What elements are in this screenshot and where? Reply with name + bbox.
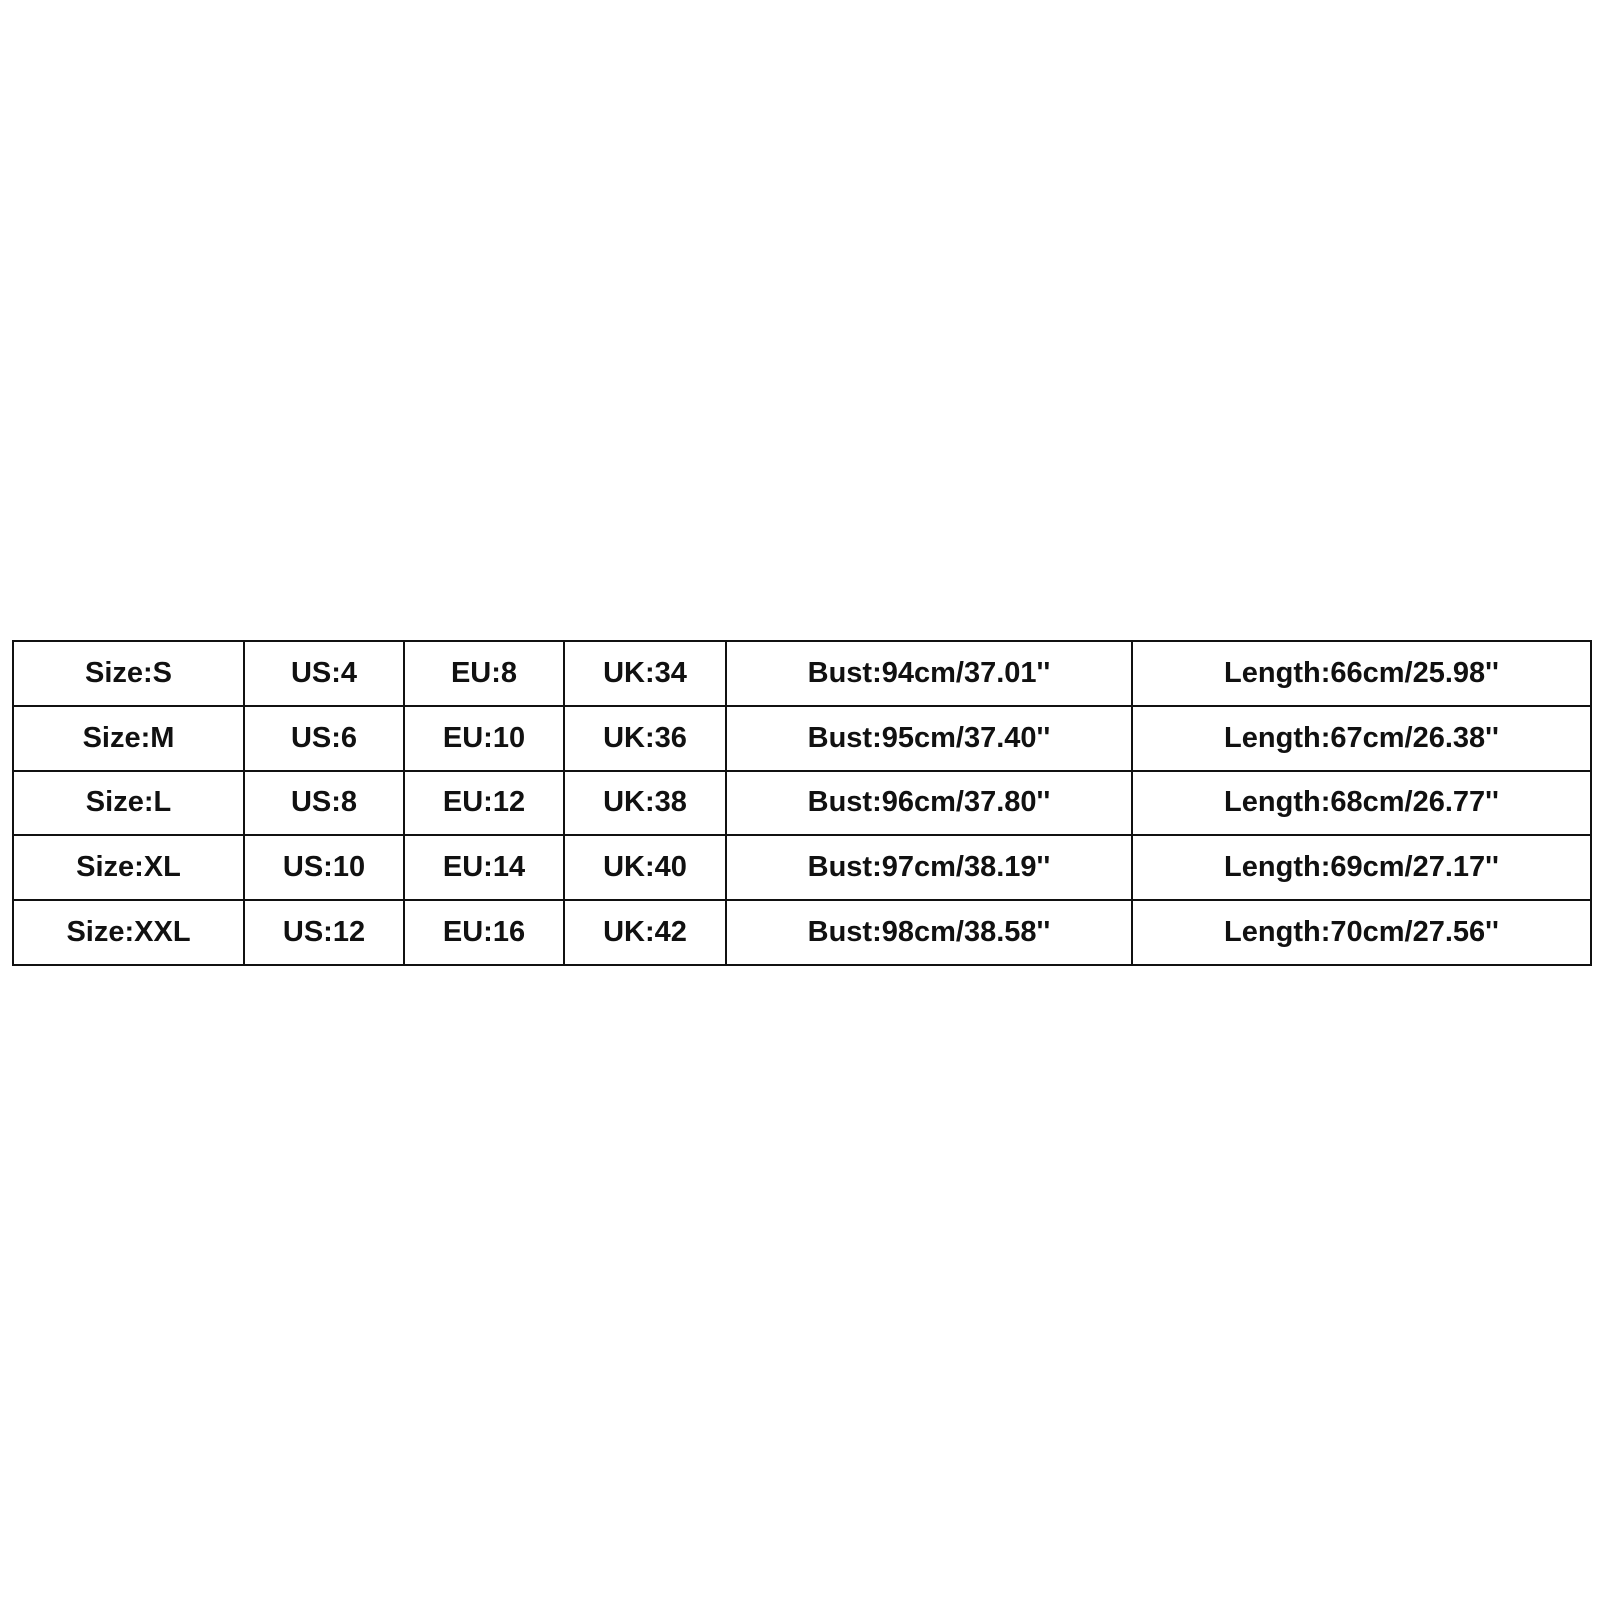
eu-size-cell: EU:12 (404, 771, 564, 836)
length-cell: Length:66cm/25.98'' (1132, 641, 1591, 706)
size-cell: Size:S (13, 641, 244, 706)
bust-cell: Bust:94cm/37.01'' (726, 641, 1132, 706)
table-row (13, 706, 1591, 771)
uk-size-cell: UK:34 (564, 641, 726, 706)
us-size-cell: US:6 (244, 706, 404, 771)
table-row (13, 900, 1591, 965)
size-cell: Size:XL (13, 835, 244, 900)
uk-size-cell: UK:40 (564, 835, 726, 900)
table-row (13, 771, 1591, 836)
uk-size-cell: UK:36 (564, 706, 726, 771)
uk-size-cell: UK:38 (564, 771, 726, 836)
length-cell: Length:68cm/26.77'' (1132, 771, 1591, 836)
us-size-cell: US:8 (244, 771, 404, 836)
eu-size-cell: EU:10 (404, 706, 564, 771)
size-chart-table (12, 640, 1592, 966)
length-cell: Length:67cm/26.38'' (1132, 706, 1591, 771)
us-size-cell: US:12 (244, 900, 404, 965)
table-row (13, 835, 1591, 900)
size-cell: Size:M (13, 706, 244, 771)
bust-cell: Bust:98cm/38.58'' (726, 900, 1132, 965)
bust-cell: Bust:95cm/37.40'' (726, 706, 1132, 771)
table-row (13, 641, 1591, 706)
eu-size-cell: EU:14 (404, 835, 564, 900)
bust-cell: Bust:96cm/37.80'' (726, 771, 1132, 836)
eu-size-cell: EU:8 (404, 641, 564, 706)
eu-size-cell: EU:16 (404, 900, 564, 965)
us-size-cell: US:4 (244, 641, 404, 706)
us-size-cell: US:10 (244, 835, 404, 900)
length-cell: Length:70cm/27.56'' (1132, 900, 1591, 965)
bust-cell: Bust:97cm/38.19'' (726, 835, 1132, 900)
size-cell: Size:L (13, 771, 244, 836)
uk-size-cell: UK:42 (564, 900, 726, 965)
size-chart-body (13, 641, 1591, 965)
length-cell: Length:69cm/27.17'' (1132, 835, 1591, 900)
size-cell: Size:XXL (13, 900, 244, 965)
